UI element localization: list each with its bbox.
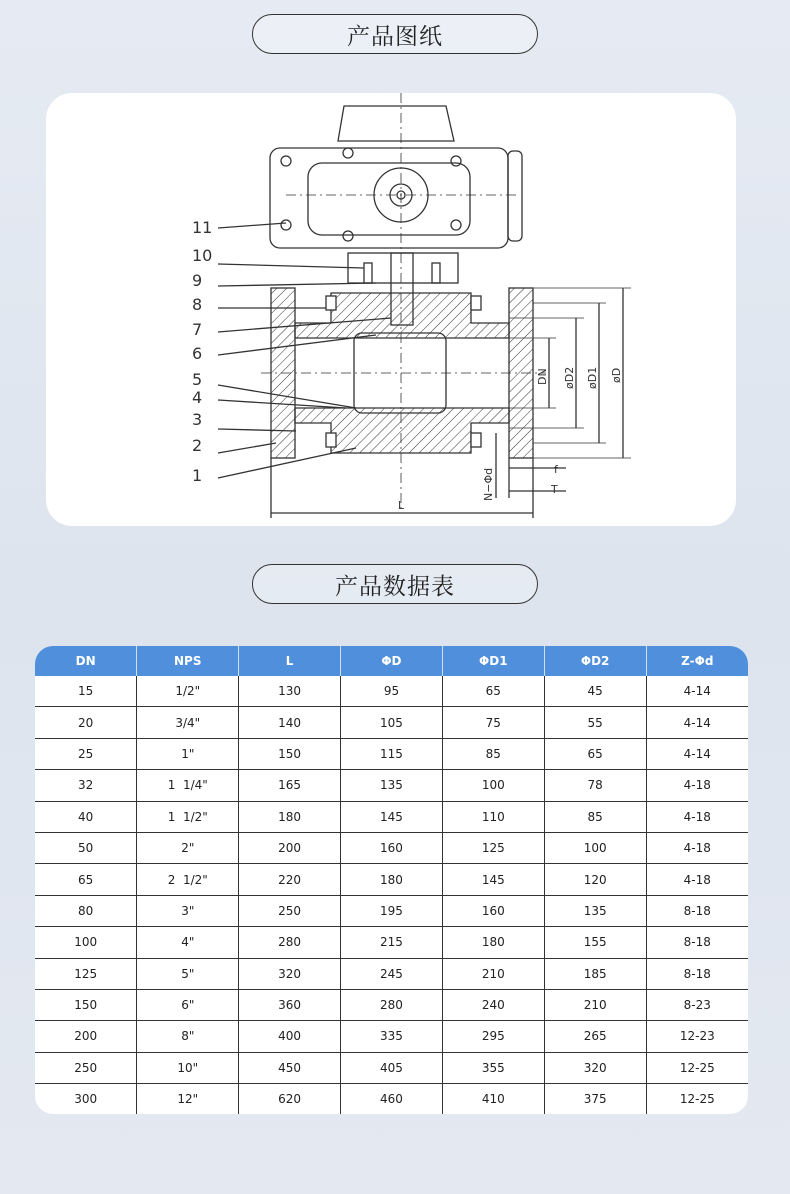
table-row (35, 801, 748, 832)
table-cell: 375 (544, 1084, 646, 1114)
table-cell: 65 (35, 864, 137, 895)
data-table-card (35, 646, 748, 1114)
table-cell: 8-18 (646, 895, 748, 926)
part-number-8: 8 (192, 295, 203, 314)
table-cell: 460 (341, 1084, 443, 1114)
table-cell: 355 (442, 1052, 544, 1083)
table-cell: 4-18 (646, 832, 748, 863)
table-cell: 15 (35, 676, 137, 707)
table-section-title: 产品数据表 (252, 564, 538, 604)
col-header-d2: ΦD2 (544, 646, 646, 676)
part-number-4: 4 (192, 388, 203, 407)
table-cell: 180 (442, 927, 544, 958)
table-cell: 1 1/4" (137, 770, 239, 801)
table-cell: 250 (35, 1052, 137, 1083)
table-cell: 140 (239, 707, 341, 738)
table-row (35, 1021, 748, 1052)
table-cell: 85 (544, 801, 646, 832)
table-cell: 180 (239, 801, 341, 832)
col-header-nps: NPS (137, 646, 239, 676)
table-cell: 360 (239, 989, 341, 1020)
table-cell: 8-18 (646, 927, 748, 958)
part-number-7: 7 (192, 320, 203, 339)
table-cell: 65 (544, 738, 646, 769)
table-cell: 160 (341, 832, 443, 863)
table-cell: 115 (341, 738, 443, 769)
table-cell: 335 (341, 1021, 443, 1052)
table-cell: 2" (137, 832, 239, 863)
table-cell: 1" (137, 738, 239, 769)
table-cell: 155 (544, 927, 646, 958)
table-row (35, 864, 748, 895)
valve-drawing (46, 93, 736, 526)
table-cell: 65 (442, 676, 544, 707)
table-cell: 110 (442, 801, 544, 832)
dim-label-d2: øD2 (563, 366, 576, 389)
table-cell: 320 (544, 1052, 646, 1083)
table-cell: 265 (544, 1021, 646, 1052)
table-row (35, 707, 748, 738)
table-cell: 405 (341, 1052, 443, 1083)
table-cell: 280 (239, 927, 341, 958)
table-cell: 150 (35, 989, 137, 1020)
table-cell: 200 (35, 1021, 137, 1052)
table-row (35, 927, 748, 958)
table-cell: 45 (544, 676, 646, 707)
table-cell: 100 (35, 927, 137, 958)
part-number-10: 10 (192, 246, 213, 265)
table-row (35, 989, 748, 1020)
part-number-9: 9 (192, 271, 203, 290)
table-cell: 450 (239, 1052, 341, 1083)
table-cell: 32 (35, 770, 137, 801)
table-cell: 3/4" (137, 707, 239, 738)
table-cell: 4-18 (646, 801, 748, 832)
col-header-d1: ΦD1 (442, 646, 544, 676)
table-cell: 40 (35, 801, 137, 832)
table-cell: 4-18 (646, 770, 748, 801)
col-header-z-d: Z-Φd (681, 654, 714, 668)
table-cell: 1/2" (137, 676, 239, 707)
table-cell: 12" (137, 1084, 239, 1114)
technical-drawing-card (46, 93, 736, 526)
table-cell: 20 (35, 707, 137, 738)
table-cell: 8" (137, 1021, 239, 1052)
dim-label-dn: DN (536, 368, 549, 385)
table-cell: 150 (239, 738, 341, 769)
table-cell: 4" (137, 927, 239, 958)
table-cell: 3" (137, 895, 239, 926)
table-row (35, 1084, 748, 1114)
table-row (35, 895, 748, 926)
table-cell: 245 (341, 958, 443, 989)
table-cell: 95 (341, 676, 443, 707)
table-cell: 5" (137, 958, 239, 989)
table-cell: 55 (544, 707, 646, 738)
table-cell: 135 (341, 770, 443, 801)
table-row (35, 1052, 748, 1083)
table-cell: 220 (239, 864, 341, 895)
table-cell: 80 (35, 895, 137, 926)
table-cell: 10" (137, 1052, 239, 1083)
table-cell: 78 (544, 770, 646, 801)
table-cell: 4-18 (646, 864, 748, 895)
drawing-section-title: 产品图纸 (252, 14, 538, 54)
table-cell: 4-14 (646, 676, 748, 707)
table-cell: 2 1/2" (137, 864, 239, 895)
table-cell: 100 (544, 832, 646, 863)
table-row (35, 770, 748, 801)
table-cell: 1 1/2" (137, 801, 239, 832)
table-cell: 25 (35, 738, 137, 769)
table-cell: 210 (442, 958, 544, 989)
part-number-6: 6 (192, 344, 203, 363)
col-header-d: ΦD (341, 646, 443, 676)
part-number-1: 1 (192, 466, 203, 485)
col-header-dn: DN (35, 646, 137, 676)
table-cell: 135 (544, 895, 646, 926)
dim-label-f: f (554, 463, 558, 476)
part-number-3: 3 (192, 410, 203, 429)
table-cell: 12-25 (646, 1052, 748, 1083)
dim-label-l: L (398, 499, 405, 512)
table-cell: 160 (442, 895, 544, 926)
dim-label-t: T (551, 483, 558, 496)
table-row (35, 676, 748, 707)
table-cell: 8-23 (646, 989, 748, 1020)
table-cell: 165 (239, 770, 341, 801)
dim-label-d: øD (610, 367, 623, 383)
table-cell: 295 (442, 1021, 544, 1052)
table-cell: 195 (341, 895, 443, 926)
table-header-row (35, 646, 748, 676)
table-cell: 280 (341, 989, 443, 1020)
table-cell: 100 (442, 770, 544, 801)
part-number-2: 2 (192, 436, 203, 455)
part-number-11: 11 (192, 218, 213, 237)
table-cell: 130 (239, 676, 341, 707)
part-number-5: 5 (192, 370, 203, 389)
table-cell: 400 (239, 1021, 341, 1052)
table-cell: 75 (442, 707, 544, 738)
table-cell: 12-25 (679, 1092, 715, 1107)
table-cell: 8-18 (646, 958, 748, 989)
table-cell: 215 (341, 927, 443, 958)
table-cell: 145 (341, 801, 443, 832)
table-cell: 105 (341, 707, 443, 738)
actuator-cover-shape (338, 106, 454, 141)
table-cell: 125 (442, 832, 544, 863)
spec-table (35, 646, 748, 1114)
table-cell: 250 (239, 895, 341, 926)
table-row (35, 832, 748, 863)
table-cell: 300 (35, 1084, 137, 1114)
table-cell: 125 (35, 958, 137, 989)
table-cell: 145 (442, 864, 544, 895)
table-cell: 320 (239, 958, 341, 989)
table-cell: 185 (544, 958, 646, 989)
dim-label-d1: øD1 (586, 366, 599, 389)
table-cell: 50 (35, 832, 137, 863)
table-cell: 410 (442, 1084, 544, 1114)
table-cell: 6" (137, 989, 239, 1020)
table-cell: 12-23 (646, 1021, 748, 1052)
table-row (35, 958, 748, 989)
table-cell: 4-14 (646, 738, 748, 769)
col-header-l: L (239, 646, 341, 676)
table-cell: 85 (442, 738, 544, 769)
table-cell: 240 (442, 989, 544, 1020)
table-cell: 4-14 (646, 707, 748, 738)
table-cell: 120 (544, 864, 646, 895)
table-cell: 620 (239, 1084, 341, 1114)
table-row (35, 738, 748, 769)
dim-label-n-phi-d: N−Φd (482, 467, 495, 501)
table-cell: 200 (239, 832, 341, 863)
table-cell: 210 (544, 989, 646, 1020)
table-cell: 180 (341, 864, 443, 895)
